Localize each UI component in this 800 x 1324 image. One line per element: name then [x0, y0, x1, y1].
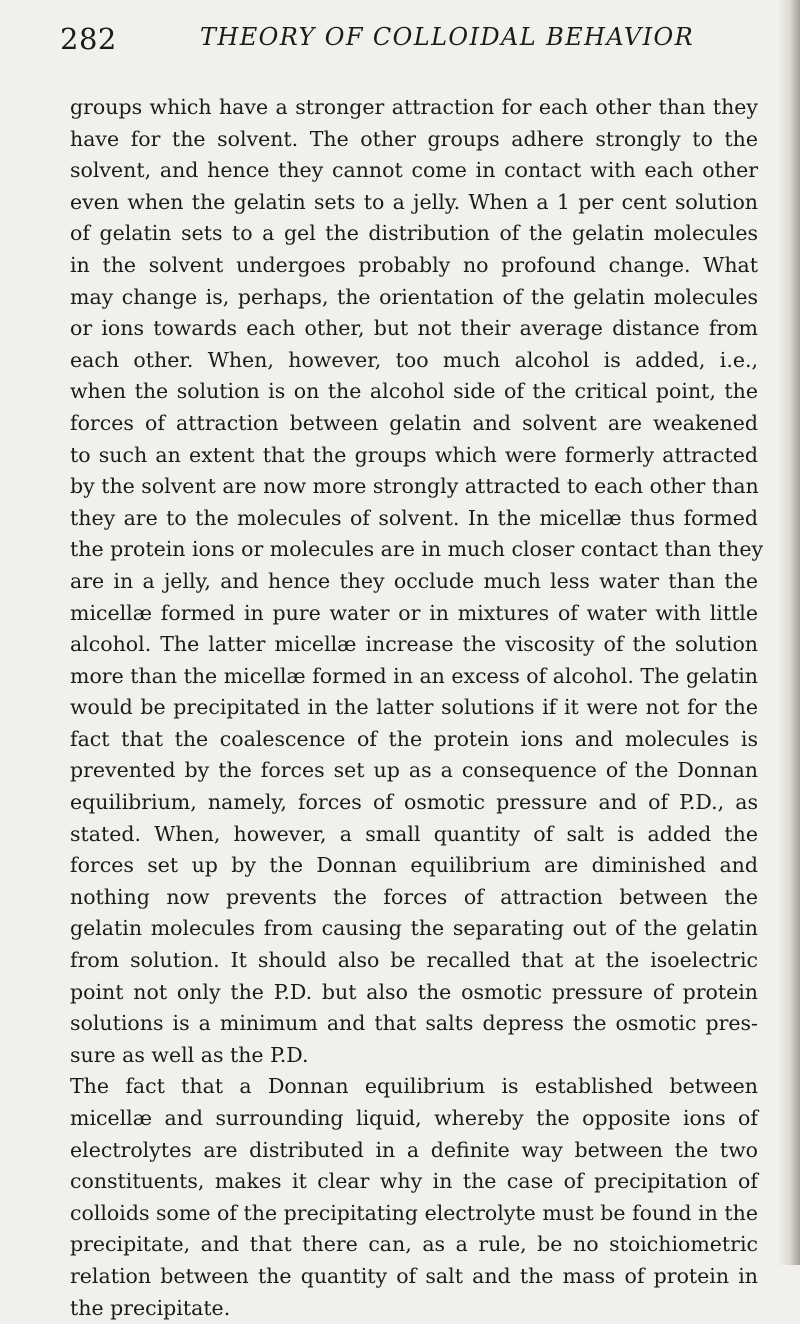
text-line: solutions is a minimum and that salts depress the osmotic pres- [70, 1011, 758, 1036]
text-line: in the solvent undergoes probably no profound change. What [70, 252, 758, 277]
text-line: The fact that a Donnan equilibrium is established between [70, 1074, 758, 1099]
text-line: micellæ and surrounding liquid, whereby the opposite ions of [70, 1106, 758, 1130]
text-line: alcohol. The latter micellæ increase the viscosity of the solution [70, 632, 758, 657]
text-line: the protein ions or molecules are in much closer contact than they [70, 537, 764, 562]
text-line: equilibrium, namely, forces of osmotic pressure and of P.D., as [70, 790, 758, 815]
text-line: precipitate, and that there can, as a rule, be no stoichiometric [70, 1232, 758, 1257]
text-line: they are to the molecules of solvent. In the micellæ thus formed [70, 505, 758, 530]
text-line: fact that the coalescence of the protein ions and molecules is [70, 726, 758, 751]
text-line: more than the micellæ formed in an excess of alcohol. The gelatin [70, 663, 758, 688]
text-line: sure as well as the P.D. [70, 1042, 309, 1067]
text-line: groups which have a stronger attraction for each other than they [70, 95, 758, 119]
text-line: to such an extent that the groups which were formerly attracted [70, 442, 758, 467]
text-line: would be precipitated in the latter solutions if it were not for the [70, 695, 758, 720]
text-line: micellæ formed in pure water or in mixtures of water with little [70, 600, 758, 625]
text-line: electrolytes are distributed in a definite way between the two [70, 1137, 758, 1162]
text-line: forces set up by the Donnan equilibrium are diminished and [70, 853, 758, 878]
text-line: may change is, perhaps, the orientation of the gelatin molecules [70, 284, 758, 309]
text-line: constituents, makes it clear why in the case of precipitation of [70, 1169, 758, 1194]
text-line: forces of attraction between gelatin and solvent are weakened [70, 410, 758, 435]
text-line: gelatin molecules from causing the separating out of the gelatin [70, 916, 758, 941]
text-line: of gelatin sets to a gel the distribution of the gelatin molecules [70, 221, 758, 246]
text-line: point not only the P.D. but also the osmotic pressure of protein [70, 979, 758, 1004]
text-line: solvent, and hence they cannot come in contact with each other [70, 158, 758, 183]
page-header [60, 22, 760, 62]
text-line: prevented by the forces set up as a consequence of the Donnan [70, 758, 758, 783]
running-head: THEORY OF COLLOIDAL BEHAVIOR [200, 23, 695, 51]
text-line: when the solution is on the alcohol side of the critical point, the [70, 379, 758, 404]
text-line: the precipitate. [70, 1295, 231, 1320]
text-line: by the solvent are now more strongly attracted to each other than [70, 474, 759, 499]
text-line: nothing now prevents the forces of attraction between the [70, 884, 758, 909]
paragraph [70, 92, 764, 1071]
body-text [70, 92, 764, 1324]
page-number: 282 [60, 22, 117, 56]
text-line: or ions towards each other, but not their average distance from [70, 316, 758, 341]
paragraph [70, 1071, 758, 1324]
text-line: each other. When, however, too much alcohol is added, i.e., [70, 347, 758, 372]
text-line: are in a jelly, and hence they occlude much less water than the [70, 568, 758, 593]
text-line: have for the solvent. The other groups adhere strongly to the [70, 126, 758, 151]
text-line: colloids some of the precipitating electrolyte must be found in the [70, 1200, 758, 1225]
text-line: stated. When, however, a small quantity of salt is added the [70, 821, 758, 846]
text-line: even when the gelatin sets to a jelly. When a 1 per cent solution [70, 189, 758, 214]
text-line: from solution. It should also be recalled that at the isoelectric [70, 948, 758, 973]
page-edge-shadow [778, 0, 800, 1265]
text-line: relation between the quantity of salt and the mass of protein in [70, 1263, 758, 1288]
